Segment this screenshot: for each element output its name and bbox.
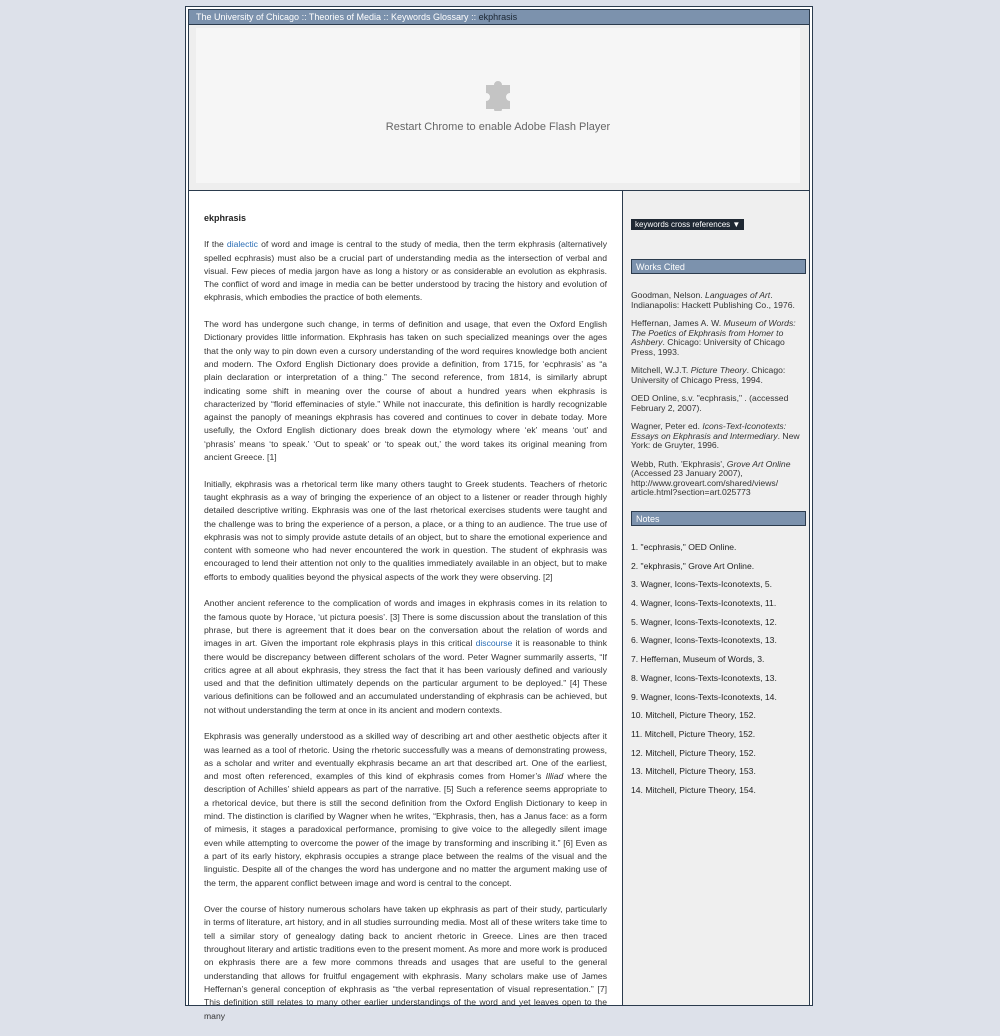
- main-content: [189, 191, 623, 1021]
- note-item: 8. Wagner, Icons-Texts-Iconotexts, 13.: [631, 672, 777, 683]
- paragraph-text: of word and image is central to the study of media, then the term ekphrasis (alternatively spelled ecphrasis) must also be a crucial part of understanding media as the intersection of verbal and visual. Few pieces of media jargon have as long a history or as considerable an evolution as ekphrasis. The conflict of word and image in media can be better understood by tracing the history and evolution of ekphrasis, which embodies the practice of both elements.: [204, 239, 608, 303]
- note-item: 11. Mitchell, Picture Theory, 152.: [631, 728, 756, 739]
- note-item: 2. "ekphrasis," Grove Art Online.: [631, 560, 755, 571]
- discourse-link[interactable]: discourse: [475, 638, 513, 649]
- flash-message: Restart Chrome to enable Adobe Flash Player: [385, 121, 611, 133]
- breadcrumb-link-keywords-glossary[interactable]: Keywords Glossary: [391, 12, 469, 22]
- note-item: 13. Mitchell, Picture Theory, 153.: [631, 766, 756, 777]
- article-paragraph: Over the course of history numerous scholars have taken up ekphrasis as part of their study, particularly in terms of literature, art history, and in all studies surrounding media. Most all of these writers take time to tell a similar story of genealogy dating back to ancient rhetoric in Greece. Lines are then traced throughout literary and artistic traditions even to the present moment. As more and more work is produced on ekphrasis there are a few more commons threads and usages that are useful to the general understanding that allows for fruitful engagement with ekphrasis. Many scholars make use of James Heffernan’s general conception of ekphrasis as “the verbal representation of visual representation.” [7] This definition still relates to many other earlier understandings of the word and yet leaves open to the many: [204, 904, 607, 1021]
- article-paragraph: [204, 730, 607, 890]
- breadcrumb: [189, 10, 809, 25]
- article: [204, 212, 607, 1036]
- breadcrumb-separator: ::: [301, 12, 307, 22]
- flash-banner-area: [189, 25, 809, 191]
- note-item: 9. Wagner, Icons-Texts-Iconotexts, 14.: [631, 691, 777, 702]
- note-item: 14. Mitchell, Picture Theory, 154.: [631, 784, 756, 795]
- works-cited-entry: Heffernan, James A. W. Museum of Words: The Poetics of Ekphrasis from Homer to Ashbery. Chicago: University of Chicago Press, 1993.: [631, 318, 796, 357]
- italic-title: Illiad: [545, 771, 564, 782]
- page-frame: [185, 6, 813, 1021]
- paragraph-text: Ekphrasis was generally understood as a skilled way of describing art and other aesthetic objects after it was learned as a tool of rhetoric. Using the rhetoric successfully was a means of demonstrating prowess, as a scholar and writer and eventually ekphrasis became an art that described art. One of the earliest, and most often referenced, examples of this kind of ekphrasis comes from Homer’s: [204, 731, 607, 782]
- paragraph-text: If the: [204, 239, 227, 250]
- note-item: 7. Heffernan, Museum of Words, 3.: [631, 654, 765, 665]
- note-item: 3. Wagner, Icons-Texts-Iconotexts, 5.: [631, 579, 773, 590]
- note-item: 1. "ecphrasis," OED Online.: [631, 542, 737, 552]
- works-cited-list: [631, 291, 807, 507]
- notes-header: Notes: [631, 511, 806, 526]
- paragraph-text: it is reasonable to think there would be discrepancy between different scholars of the word. Peter Wagner summarily asserts, “If critics agree at all about ekphrasis, they stress the fact that it has been variously defined and variously used and that the definition ultimately depends on the particular argument to be deployed.” [4] These various definitions can be followed and an accumulated understanding of ekphrasis can be achieved, but not without understanding the term at once in its ancient and modern contexts.: [204, 638, 607, 715]
- breadcrumb-link-theories-of-media[interactable]: Theories of Media: [308, 12, 381, 22]
- breadcrumb-link-university[interactable]: The University of Chicago: [196, 12, 300, 22]
- article-paragraph: [204, 238, 607, 304]
- works-cited-header: Works Cited: [631, 259, 806, 274]
- note-item: 6. Wagner, Icons-Texts-Iconotexts, 13.: [631, 635, 777, 646]
- breadcrumb-current: ekphrasis: [478, 12, 518, 22]
- breadcrumb-separator: ::: [471, 12, 477, 22]
- keywords-cross-references-dropdown[interactable]: keywords cross references ▼: [631, 219, 744, 230]
- article-paragraph: Initially, ekphrasis was a rhetorical term like many others taught to Greek students. Teachers of rhetoric taught ekphrasis as a way of bringing the experience of an object to a listener or reader through highly detailed descriptive writing. Ekphrasis was one of the last rhetorical exercises students were taught and the challenge was to bring the experience of a person, a place, or a thing to an audience. The true use of ekphrasis was not to simply provide astute details of an object, but to share the emotional experience and content with someone who had never encountered the work in question. The student of ekphrasis was encouraged to lend their attention not only to the qualities immediately available in an object, but to make efforts to embody qualities beyond the physical aspects of the work they were observing. [2]: [204, 478, 607, 582]
- note-item: 12. Mitchell, Picture Theory, 152.: [631, 747, 756, 758]
- dialectic-link[interactable]: dialectic: [226, 239, 258, 250]
- notes-list: [631, 542, 807, 804]
- note-item: 10. Mitchell, Picture Theory, 152.: [631, 710, 756, 721]
- works-cited-entry: Wagner, Peter ed. Icons-Text-Iconotexts: Essays on Ekphrasis and Intermediary. New York: de Gruyter, 1996.: [631, 421, 800, 450]
- paragraph-text: where the description of Achilles’ shield appears as part of the narrative. [5] Such a reference seems appropriate to a rhetorical device, but there is still the second definition from the Oxford English Dictionary to keep in mind. The distinction is clarified by Wagner when he writes, “Ekphrasis, then, has a Janus face: as a form of mimesis, it stages a paradoxical performance, promising to give voice to the allegedly silent image even while attempting to overcome the power of the image by transforming and inscribing it.” [6] Even as a part of its early history, ekphrasis occupies a strange place between the realms of the visual and the linguistic. Despite all of the changes the word has undergone and no matter the argument making use of the term, the apparent conflict between image and word is central to the concept.: [204, 771, 607, 888]
- works-cited-entry: Goodman, Nelson. Languages of Art. Indianapolis: Hackett Publishing Co., 1976.: [631, 290, 795, 310]
- breadcrumb-separator: ::: [383, 12, 389, 22]
- article-paragraph: [204, 597, 607, 717]
- article-title: ekphrasis: [204, 213, 247, 223]
- flash-plugin-placeholder[interactable]: [196, 28, 800, 183]
- puzzle-piece-icon: [480, 75, 516, 111]
- works-cited-entry: Mitchell, W.J.T. Picture Theory. Chicago: University of Chicago Press, 1994.: [631, 365, 786, 385]
- article-paragraph: The word has undergone such change, in terms of definition and usage, that even the Oxford English Dictionary provides little information. Ekphrasis has taken on such specialized meanings over the ages that the only way to pin down even a cursory understanding of the word requires knowledge both ancient and modern. The Oxford English Dictionary does provide a definition, from 1715, for ‘ecphrasis’ as “a plain declaration or interpretation of a thing.” The second reference, from 1814, is similarly abrupt indicating some shift in meaning over the course of about a hundred years when ekphrasis is characterized by “florid effeminacies of style.” While not inaccurate, this definition is hardly recognizable against the panoply of meanings ekphrasis has covered and continues to cover in debate today. More usefully, the Oxford English dictionary does break down the etymology where ‘ek’ means ‘out’ and ‘phrasis’ means ‘to speak.’ ‘Out to speak’ or ‘to speak out,’ the word takes its original meaning from ancient Greece. [1]: [204, 319, 607, 463]
- works-cited-entry: Webb, Ruth. 'Ekphrasis', Grove Art Online (Accessed 23 January 2007), http://www.groveart.com/shared/views/ article.html?section=art.025773: [631, 458, 791, 497]
- paragraph-text: Another ancient reference to the complication of words and images in ekphrasis comes in its relation to the famous quote by Horace, ‘ut pictura poesis’. [3] There is some discussion about the translation of this phrase, but there is agreement that it does bear on the conversation about the relation of words and images in art. Given the important role ekphrasis plays in this critical: [204, 598, 607, 649]
- works-cited-entry: OED Online, s.v. "ecphrasis," . (accessed February 2, 2007).: [631, 393, 789, 413]
- note-item: 4. Wagner, Icons-Texts-Iconotexts, 11.: [631, 598, 777, 609]
- sidebar: [623, 191, 809, 1005]
- note-item: 5. Wagner, Icons-Texts-Iconotexts, 12.: [631, 616, 777, 627]
- page-inner-frame: [188, 9, 810, 1021]
